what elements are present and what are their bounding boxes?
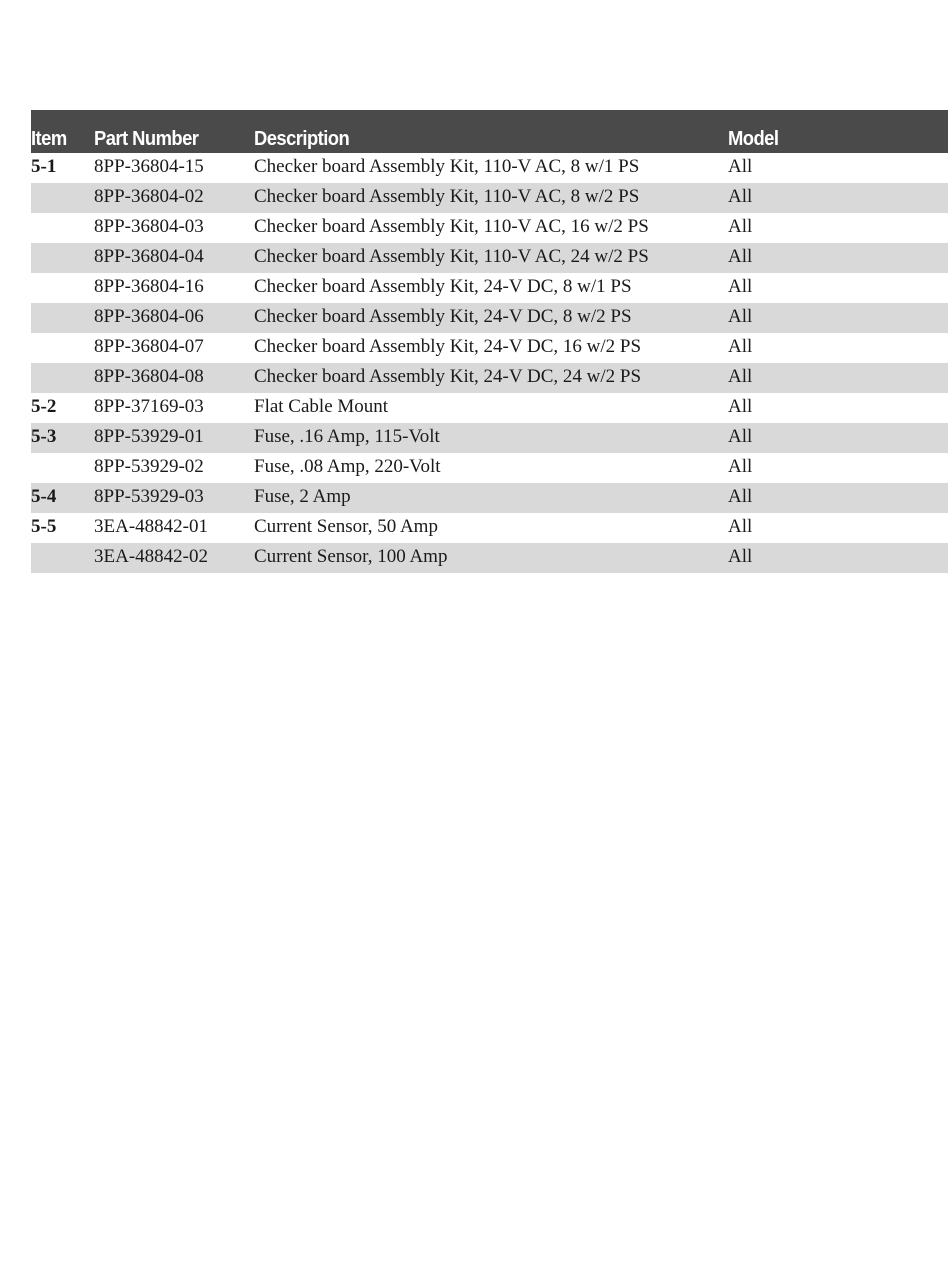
description-cell: Checker board Assembly Kit, 110-V AC, 24 w/2 PS bbox=[254, 246, 649, 267]
description-cell: Checker board Assembly Kit, 110-V AC, 8 w/2 PS bbox=[254, 186, 640, 207]
table-row bbox=[31, 363, 948, 393]
table-row bbox=[31, 513, 948, 543]
description-cell: Checker board Assembly Kit, 110-V AC, 8 w/1 PS bbox=[254, 156, 640, 177]
header-item: Item bbox=[31, 128, 67, 150]
model-cell: All bbox=[728, 516, 753, 537]
model-cell: All bbox=[728, 546, 753, 567]
table-row bbox=[31, 273, 948, 303]
table-row bbox=[31, 453, 948, 483]
description-cell: Fuse, .08 Amp, 220-Volt bbox=[254, 456, 441, 477]
model-cell: All bbox=[728, 276, 753, 297]
model-cell: All bbox=[728, 486, 753, 507]
description-cell: Current Sensor, 50 Amp bbox=[254, 516, 438, 537]
table-row bbox=[31, 153, 948, 183]
description-cell: Checker board Assembly Kit, 24-V DC, 8 w/1 PS bbox=[254, 276, 632, 297]
part-number-cell: 8PP-53929-03 bbox=[94, 486, 204, 507]
header-model: Model bbox=[728, 128, 779, 150]
part-number-cell: 8PP-36804-07 bbox=[94, 336, 204, 357]
part-number-cell: 8PP-36804-02 bbox=[94, 186, 204, 207]
part-number-cell: 8PP-36804-15 bbox=[94, 156, 204, 177]
item-cell: 5-3 bbox=[31, 426, 57, 447]
description-cell: Fuse, .16 Amp, 115-Volt bbox=[254, 426, 440, 447]
item-cell: 5-2 bbox=[31, 396, 57, 417]
part-number-cell: 8PP-36804-04 bbox=[94, 246, 204, 267]
description-cell: Fuse, 2 Amp bbox=[254, 486, 351, 507]
header-description: Description bbox=[254, 128, 350, 150]
table-row bbox=[31, 483, 948, 513]
model-cell: All bbox=[728, 216, 753, 237]
part-number-cell: 8PP-36804-03 bbox=[94, 216, 204, 237]
model-cell: All bbox=[728, 246, 753, 267]
table-row bbox=[31, 303, 948, 333]
table-row bbox=[31, 423, 948, 453]
part-number-cell: 3EA-48842-02 bbox=[94, 546, 208, 567]
model-cell: All bbox=[728, 396, 753, 417]
model-cell: All bbox=[728, 306, 753, 327]
item-cell: 5-5 bbox=[31, 516, 57, 537]
table-row bbox=[31, 333, 948, 363]
model-cell: All bbox=[728, 336, 753, 357]
description-cell: Checker board Assembly Kit, 24-V DC, 8 w/2 PS bbox=[254, 306, 632, 327]
item-cell: 5-4 bbox=[31, 486, 57, 507]
table-row bbox=[31, 243, 948, 273]
table-row bbox=[31, 213, 948, 243]
table-body bbox=[31, 153, 948, 573]
part-number-cell: 8PP-53929-01 bbox=[94, 426, 204, 447]
model-cell: All bbox=[728, 366, 753, 387]
model-cell: All bbox=[728, 186, 753, 207]
description-cell: Checker board Assembly Kit, 24-V DC, 16 w/2 PS bbox=[254, 336, 642, 357]
model-cell: All bbox=[728, 426, 753, 447]
description-cell: Current Sensor, 100 Amp bbox=[254, 546, 448, 567]
model-cell: All bbox=[728, 156, 753, 177]
part-number-cell: 8PP-36804-08 bbox=[94, 366, 204, 387]
description-cell: Flat Cable Mount bbox=[254, 396, 389, 417]
description-cell: Checker board Assembly Kit, 24-V DC, 24 w/2 PS bbox=[254, 366, 642, 387]
part-number-cell: 8PP-37169-03 bbox=[94, 396, 204, 417]
description-cell: Checker board Assembly Kit, 110-V AC, 16 w/2 PS bbox=[254, 216, 649, 237]
table-header bbox=[31, 110, 948, 153]
part-number-cell: 8PP-53929-02 bbox=[94, 456, 204, 477]
item-cell: 5-1 bbox=[31, 156, 57, 177]
part-number-cell: 8PP-36804-16 bbox=[94, 276, 204, 297]
table-row bbox=[31, 183, 948, 213]
header-part-number: Part Number bbox=[94, 128, 199, 150]
table-row bbox=[31, 393, 948, 423]
part-number-cell: 3EA-48842-01 bbox=[94, 516, 208, 537]
part-number-cell: 8PP-36804-06 bbox=[94, 306, 204, 327]
parts-table bbox=[31, 110, 948, 573]
model-cell: All bbox=[728, 456, 753, 477]
table-row bbox=[31, 543, 948, 573]
